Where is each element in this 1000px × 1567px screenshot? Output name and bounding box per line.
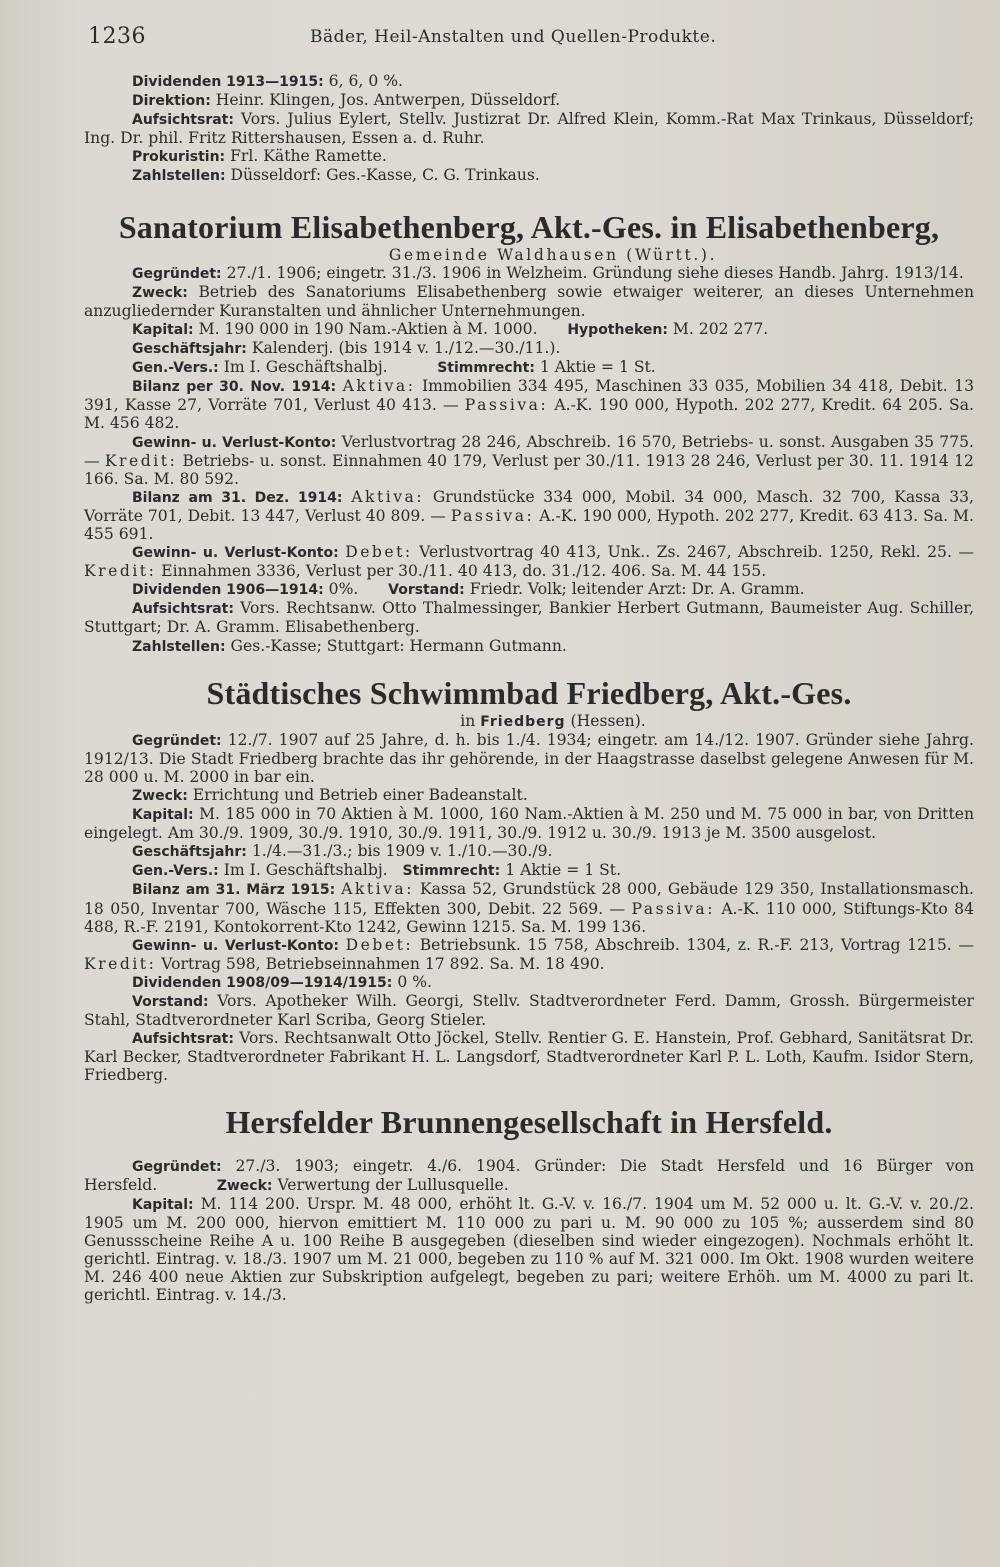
general-meeting-line: Gen.-Vers.: Im I. Geschäftshalbj. Stimmrecht: 1 Aktie = 1 St. — [132, 861, 622, 880]
page-number: 1236 — [88, 24, 146, 49]
purpose-line: Zweck: Errichtung und Betrieb einer Badeanstalt. — [132, 786, 528, 804]
founded-line: Gegründet: 27./3. 1903; eingetr. 4./6. 1904. Gründer: Die Stadt Hersfeld und 16 Bürger von Hersfeld. Zweck: Verwertung der Lullusquelle. — [84, 1156, 974, 1194]
balance-dec-1914: Bilanz am 31. Dez. 1914: Aktiva: Grundstücke 334 000, Mobil. 34 000, Masch. 32 700, Kassa 33, Vorräte 701, Debit. 13 447, Verlust 40 809. — Passiva: A.-K. 190 000, Hypoth. 202 277, Kredit. 63 413. Sa. M. 455 691. — [84, 487, 975, 543]
entry-hersfelder-brunnengesellschaft — [84, 1103, 974, 1305]
company-subtitle: Gemeinde Waldhausen (Württ.). — [388, 245, 718, 264]
founded-line: Gegründet: 27./1. 1906; eingetr. 31./3. 1906 in Welzheim. Gründung siehe dieses Handb. Jahrg. 1913/14. — [132, 263, 964, 282]
balance-nov-1914: Bilanz per 30. Nov. 1914: Aktiva: Immobilien 334 495, Maschinen 33 035, Mobilien 34 418, Debit. 13 391, Kasse 27, Vorräte 701, Verlust 40 413. — Passiva: A.-K. 190 000, Hypoth. 202 277, Kredit. 64 205. Sa. M. 456 482. — [84, 377, 974, 433]
capital-line: Kapital: M. 185 000 in 70 Aktien à M. 1000, 160 Nam.-Aktien à M. 250 und M. 75 000 in bar, von Dritten eingelegt. Am 30./9. 1909, 30./9. 1910, 30./9. 1911, 30./9. 1912 u. 30./9. 1913 je M. 3500 ausgelost. — [84, 805, 974, 843]
direction-line: Direktion: Heinr. Klingen, Jos. Antwerpen, Düsseldorf. — [132, 91, 561, 110]
previous-entry-tail — [84, 72, 974, 186]
supervisory-board-line: Aufsichtsrat: Vors. Rechtsanw. Otto Thalmessinger, Bankier Herbert Gutmann, Baumeister Aug. Schiller, Stuttgart; Dr. A. Gramm. Elisabethenberg. — [84, 599, 974, 637]
profit-loss-2: Gewinn- u. Verlust-Konto: Debet: Verlustvortrag 40 413, Unk.. Zs. 2467, Abschreib. 1250, Rekl. 25. — Kredit: Einnahmen 3336, Verlust per 30./11. 40 413, do. 31./12. 406. Sa. M. 44 155. — [84, 543, 974, 581]
fiscal-year-line: Geschäftsjahr: Kalenderj. (bis 1914 v. 1./12.—30./11.). — [132, 339, 561, 358]
general-meeting-line: Gen.-Vers.: Im I. Geschäftshalbj. Stimmrecht: 1 Aktie = 1 St. — [132, 358, 656, 377]
running-title: Bäder, Heil-Anstalten und Quellen-Produkte. — [310, 27, 717, 47]
profit-loss: Gewinn- u. Verlust-Konto: Debet: Betriebsunk. 15 758, Abschreib. 1304, z. R.-F. 213, Vortrag 1215. — Kredit: Vortrag 598, Betriebseinnahmen 17 892. Sa. M. 18 490. — [84, 935, 974, 973]
profit-loss-1: Gewinn- u. Verlust-Konto: Verlustvortrag 28 246, Abschreib. 16 570, Betriebs- u. sonst. Ausgaben 35 775. — Kredit: Betriebs- u. sonst. Einnahmen 40 179, Verlust per 30./11. 1913 28 246, Verlust per 30. 11. 1914 12 166. Sa. M. 80 592. — [84, 432, 975, 488]
capital-line: Kapital: M. 114 200. Urspr. M. 48 000, erhöht lt. G.-V. v. 16./7. 1904 um M. 52 000 u. lt. G.-V. v. 20./2. 1905 um M. 200 000, hiervon emittiert M. 110 000 zu pari u. M. 90 000 zu 105 %; ausserdem sind 80 Genussscheine Reihe A u. 100 Reihe B ausgegeben (dieselben sind wieder eingezogen). Nochmals erhöht lt. gerichtl. Eintrag. v. 18./3. 1907 um M. 21 000, begeben zu 110 % auf M. 321 000. Im Okt. 1908 wurden weitere M. 246 400 neue Aktien zur Subskription aufgelegt, begeben zu pari; weitere Erhöh. um M. 4000 zu pari lt. gerichtl. Eintrag. v. 14./3. — [84, 1194, 974, 1305]
company-title: Hersfelder Brunnengesellschaft in Hersfeld. — [225, 1103, 833, 1140]
fiscal-year-line: Geschäftsjahr: 1./4.—31./3.; bis 1909 v. 1./10.—30./9. — [132, 842, 553, 861]
founded-line: Gegründet: 12./7. 1907 auf 25 Jahre, d. h. bis 1./4. 1934; eingetr. am 14./12. 1907. Gründer siehe Jahrg. 1912/13. Die Stadt Friedberg brachte das ihr gehörende, in der Haagstrasse daselbst gelegene Anwesen für M. 28 000 u. M. 2000 in bar ein. — [84, 730, 974, 786]
supervisory-board-line: Aufsichtsrat: Vors. Rechtsanwalt Otto Jöckel, Stellv. Rentier G. E. Hanstein, Prof. Gebhard, Sanitätsrat Dr. Karl Becker, Stadtverordneter Fabrikant H. L. Langsdorf, Stadtverordneter Karl P. L. Loth, Kaufm. Isidor Stern, Friedberg. — [84, 1029, 974, 1085]
company-title: Städtisches Schwimmbad Friedberg, Akt.-Ges. — [206, 674, 852, 711]
page-content — [84, 72, 974, 1304]
company-subtitle: in Friedberg (Hessen). — [460, 711, 646, 730]
running-header — [88, 24, 968, 58]
purpose-line: Zweck: Betrieb des Sanatoriums Elisabethenberg sowie etwaiger weiterer, an dieses Unternehmen anzugliedernder Kuranstalten und ähnlicher Unternehmungen. — [84, 282, 974, 320]
supervisory-board-line: Aufsichtsrat: Vors. Julius Eylert, Stellv. Justizrat Dr. Alfred Klein, Komm.-Rat Max Trinkaus, Düsseldorf; Ing. Dr. phil. Fritz Rittershausen, Essen a. d. Ruhr. — [84, 110, 974, 148]
paying-agents-line: Zahlstellen: Düsseldorf: Ges.-Kasse, C. G. Trinkaus. — [132, 166, 540, 185]
balance-march-1915: Bilanz am 31. März 1915: Aktiva: Kassa 52, Grundstück 28 000, Gebäude 129 350, Installationsmasch. 18 050, Inventar 700, Wäsche 115, Effekten 300, Debit. 22 569. — Passiva: A.-K. 110 000, Stiftungs-Kto 84 488, R.-F. 2191, Kontokorrent-Kto 1242, Gewinn 1215. Sa. M. 199 136. — [84, 880, 974, 936]
paying-agents-line: Zahlstellen: Ges.-Kasse; Stuttgart: Hermann Gutmann. — [132, 636, 567, 655]
procurist-line: Prokuristin: Frl. Käthe Ramette. — [132, 147, 387, 166]
board-line: Vorstand: Vors. Apotheker Wilh. Georgi, Stellv. Stadtverordneter Ferd. Damm, Grossh. Bürgermeister Stahl, Stadtverordneter Karl Scriba, Georg Stieler. — [84, 992, 974, 1030]
dividends-line: Dividenden 1913—1915: 6, 6, 0 %. — [132, 72, 403, 90]
dividends-line: Dividenden 1906—1914: 0%. Vorstand: Friedr. Volk; leitender Arzt: Dr. A. Gramm. — [132, 580, 805, 599]
company-title: Sanatorium Elisabethenberg, Akt.-Ges. in Elisabethenberg, — [118, 208, 940, 245]
entry-sanatorium-elisabethenberg — [84, 208, 974, 656]
dividends-line: Dividenden 1908/09—1914/1915: 0 %. — [132, 972, 432, 991]
capital-line: Kapital: M. 190 000 in 190 Nam.-Aktien à M. 1000. Hypotheken: M. 202 277. — [132, 319, 769, 338]
entry-schwimmbad-friedberg — [84, 674, 974, 1085]
